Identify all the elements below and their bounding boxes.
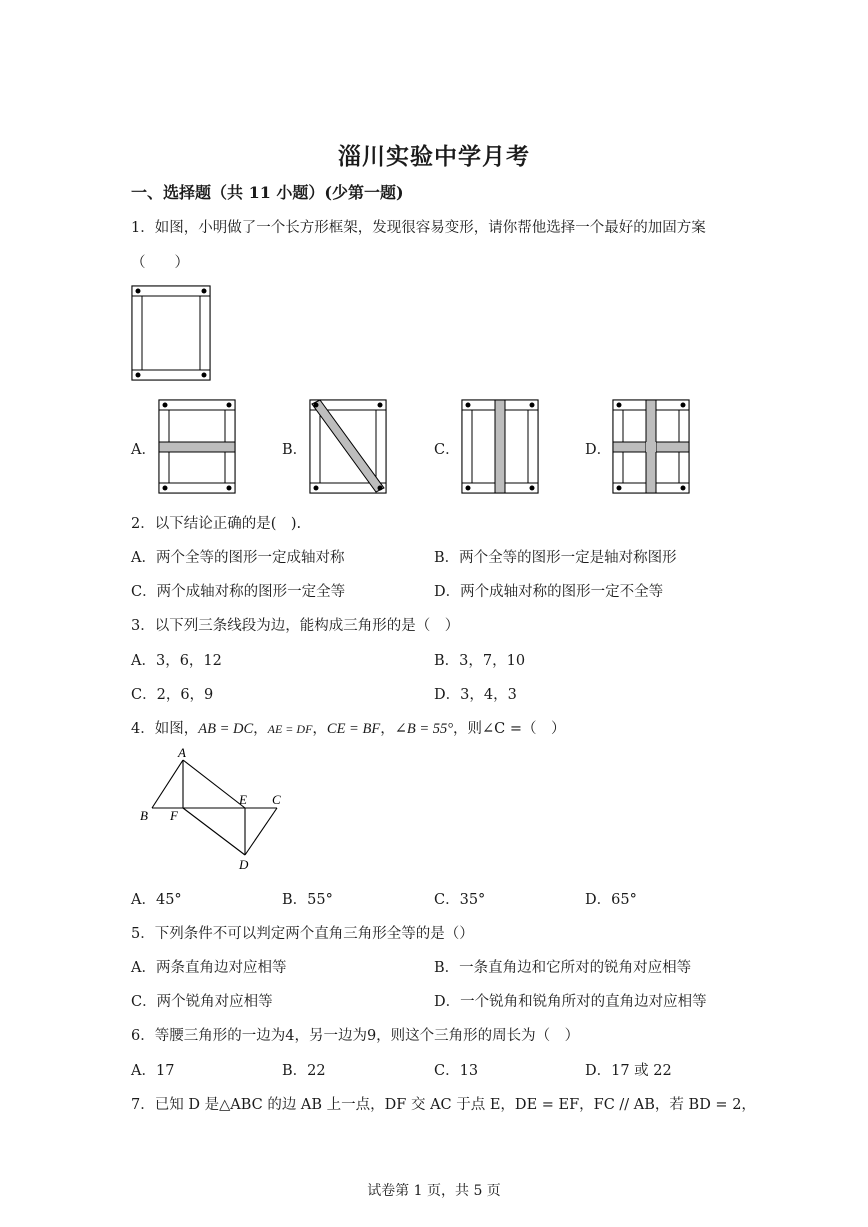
q3-option-a[interactable]: A．3，6，12 [131,653,222,669]
q4-option-d[interactable]: D．65° [585,892,637,908]
q4-separator: ， [380,721,395,737]
q2-stem: 2．以下结论正确的是( ). [131,516,302,532]
q6-option-b[interactable]: B．22 [282,1063,326,1079]
q1-option-a-figure[interactable] [158,399,236,494]
q2-option-d[interactable]: D．两个成轴对称的图形一定不全等 [434,584,664,600]
page-footer: 试卷第 1 页，共 5 页 [367,1183,501,1199]
q4-condition-ae-df: AE = DF [267,722,313,736]
q4-condition-ce-bf: CE = BF [326,721,381,737]
q6-option-a[interactable]: A．17 [131,1063,175,1079]
q3-option-b[interactable]: B．3，7，10 [434,653,526,669]
q2-option-b[interactable]: B．两个全等的图形一定是轴对称图形 [434,550,677,566]
q6-option-d[interactable]: D．17 或 22 [585,1063,672,1079]
q3-option-d[interactable]: D．3，4，3 [434,687,517,703]
q2-option-c[interactable]: C．两个成轴对称的图形一定全等 [131,584,346,600]
section-heading: 一、选择题（共 11 小题）(少第一题) [131,183,404,202]
q4-geometry-figure [138,746,298,876]
q4-label-d: D [239,857,249,872]
q1-label-c: C． [434,442,460,458]
q1-label-b: B． [282,442,308,458]
q5-option-b[interactable]: B．一条直角边和它所对的锐角对应相等 [434,960,692,976]
q4-label-b: B [140,808,148,823]
q3-stem: 3．以下列三条线段为边，能构成三角形的是（ ） [131,618,460,634]
q4-stem-prefix: 4．如图， [131,721,199,737]
q5-option-c[interactable]: C．两个锐角对应相等 [131,994,273,1010]
q4-stem-suffix: ，则∠C =（ ） [453,721,566,737]
q6-stem: 6．等腰三角形的一边为4，另一边为9，则这个三角形的周长为（ ） [131,1028,580,1044]
q1-option-d-figure[interactable] [612,399,690,494]
q6-option-c[interactable]: C．13 [434,1063,479,1079]
q1-option-c-figure[interactable] [461,399,539,494]
q1-stem: 1．如图，小明做了一个长方形框架，发现很容易变形，请你帮他选择一个最好的加固方案 [131,220,706,236]
q4-label-f: F [170,808,178,823]
q4-stem [131,717,566,738]
q5-option-d[interactable]: D．一个锐角和锐角所对的直角边对应相等 [434,994,707,1010]
q7-stem: 7．已知 D 是△ABC 的边 AB 上一点，DF 交 AC 于点 E，DE = EF，FC // AB，若 BD = 2， [131,1097,756,1113]
q4-condition-ab-dc: AB = DC [198,721,254,737]
q4-condition-angle-b: ∠B = 55° [394,721,454,737]
q1-label-d: D． [585,442,612,458]
q4-separator: ， [312,721,327,737]
page-title: 淄川实验中学月考 [338,143,530,170]
q2-option-a[interactable]: A．两个全等的图形一定成轴对称 [131,550,345,566]
q1-label-a: A． [131,442,156,458]
q4-option-c[interactable]: C．35° [434,892,486,908]
q4-label-e: E [239,792,247,807]
q5-option-a[interactable]: A．两条直角边对应相等 [131,960,287,976]
q1-original-frame [131,285,211,381]
q4-separator: ， [253,721,268,737]
q3-option-c[interactable]: C．2，6，9 [131,687,214,703]
q1-answer-paren: （ ） [131,255,189,271]
q4-option-b[interactable]: B．55° [282,892,333,908]
q1-option-b-figure[interactable] [309,399,387,494]
q5-stem: 5．下列条件不可以判定两个直角三角形全等的是（） [131,926,474,942]
q4-option-a[interactable]: A．45° [131,892,182,908]
q4-label-c: C [272,792,281,807]
q4-label-a: A [178,745,186,760]
